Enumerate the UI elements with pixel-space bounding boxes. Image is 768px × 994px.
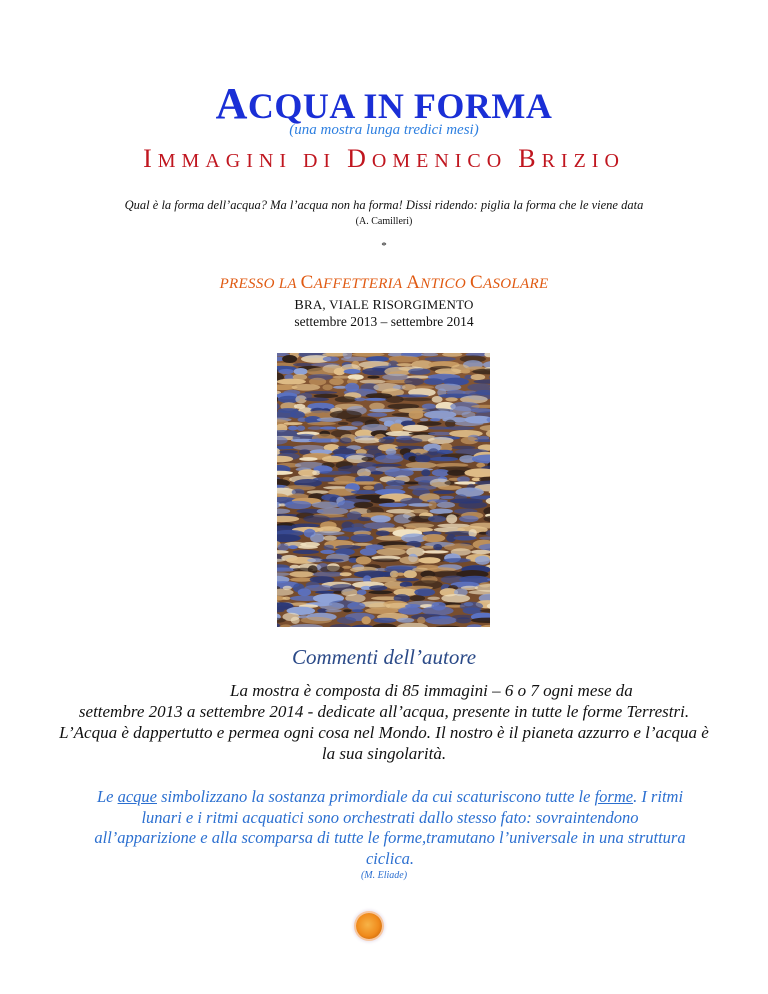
- ripple-shape: [301, 617, 332, 624]
- ripple-shape: [340, 572, 352, 576]
- ripple-shape: [312, 470, 320, 475]
- author-line: IMMAGINI DI DOMENICO BRIZIO: [143, 144, 625, 173]
- ripple-shape: [414, 588, 435, 596]
- ripple-shape: [460, 370, 470, 374]
- ripple-shape: [427, 597, 440, 600]
- ripple-shape: [285, 501, 312, 509]
- ripple-shape: [290, 411, 305, 418]
- eliade-quote: Le acque simbolizzano la sostanza primordiale da cui scaturiscono tutte le forme. I ritmi lunari e i ritmi acquatici sono orchestrati dallo stesso fato: sovraintendono all’apparizione e alla scomparsa di tutte le forme,tramutano l’universale in una struttura ciclica.: [94, 787, 686, 868]
- ripple-shape: [355, 438, 381, 444]
- ripple-shape: [360, 548, 377, 555]
- exhibition-subtitle: (una mostra lunga tredici mesi): [289, 122, 479, 138]
- ripple-shape: [351, 534, 374, 542]
- ripple-shape: [422, 550, 448, 553]
- ripple-shape: [342, 566, 351, 569]
- ripple-shape: [282, 355, 297, 363]
- ripple-shape: [421, 469, 430, 476]
- ripple-shape: [408, 368, 430, 375]
- ripple-shape: [320, 426, 336, 429]
- ripple-shape: [425, 357, 456, 362]
- ripple-shape: [310, 534, 324, 543]
- ripple-shape: [437, 502, 455, 508]
- ripple-shape: [299, 457, 318, 461]
- ripple-shape: [314, 394, 339, 398]
- ripple-shape: [471, 374, 486, 380]
- camilleri-quote: Qual è la forma dell’acqua? Ma l’acqua non ha forma! Dissi ridendo: piglia la forma che le viene data: [124, 198, 644, 212]
- ripple-shape: [371, 515, 391, 522]
- ripple-shape: [428, 432, 453, 436]
- ripple-shape: [292, 384, 321, 391]
- ripple-shape: [293, 550, 320, 554]
- comments-heading: Commenti dell’autore: [291, 645, 477, 669]
- ripple-shape: [400, 398, 433, 402]
- ripple-shape: [376, 536, 405, 541]
- ripple-shape: [428, 501, 436, 510]
- ripple-shape: [364, 398, 387, 401]
- ripple-shape: [406, 462, 437, 469]
- ripple-shape: [379, 437, 395, 443]
- ripple-shape: [418, 557, 440, 563]
- ripple-shape: [430, 509, 453, 514]
- camilleri-credit: (A. Camilleri): [355, 216, 413, 227]
- ripple-shape: [454, 481, 478, 484]
- ripple-shape: [420, 418, 429, 421]
- ripple-shape: [374, 618, 397, 623]
- ripple-shape: [315, 591, 336, 594]
- ripple-shape: [335, 396, 357, 402]
- eliade-credit: (M. Eliade): [360, 870, 408, 881]
- ripple-shape: [422, 534, 445, 542]
- ripple-shape: [362, 616, 371, 624]
- separator-asterisk: *: [381, 240, 387, 252]
- ripple-shape: [458, 501, 487, 508]
- ripple-shape: [447, 470, 466, 476]
- ripple-shape: [368, 591, 392, 595]
- ripple-shape: [340, 437, 352, 443]
- ripple-shape: [400, 556, 421, 564]
- ripple-shape: [297, 426, 306, 431]
- ripple-shape: [319, 471, 351, 475]
- ripple-shape: [363, 486, 374, 490]
- ripple-shape: [373, 559, 399, 563]
- ripple-shape: [337, 501, 356, 510]
- ripple-shape: [337, 426, 358, 430]
- ripple-shape: [341, 357, 368, 362]
- ripple-shape: [443, 558, 471, 562]
- ripple-shape: [323, 356, 339, 361]
- ripple-shape: [410, 595, 425, 601]
- ripple-shape: [336, 536, 349, 540]
- ripple-shape: [338, 422, 349, 425]
- ripple-shape: [375, 455, 404, 463]
- venue-line: PRESSO LA CAFFETTERIA ANTICO CASOLARE: [219, 272, 549, 293]
- ripple-shape: [352, 609, 364, 612]
- water-reflection-photo: [277, 353, 490, 627]
- ripple-shape: [293, 363, 314, 366]
- ripple-shape: [435, 368, 462, 374]
- ripple-shape: [290, 577, 313, 581]
- ripple-shape: [324, 545, 334, 550]
- ripple-shape: [382, 374, 410, 381]
- ripple-shape: [291, 617, 300, 624]
- ripple-shape: [397, 618, 414, 623]
- ripple-shape: [351, 421, 363, 426]
- ripple-shape: [288, 426, 298, 431]
- ripple-shape: [367, 413, 387, 417]
- ripple-shape: [317, 508, 349, 515]
- ripple-shape: [360, 380, 386, 384]
- ripple-shape: [376, 530, 390, 536]
- ripple-shape: [328, 517, 351, 520]
- ripple-shape: [425, 616, 457, 624]
- ripple-shape: [351, 490, 379, 494]
- ripple-shape: [459, 516, 479, 523]
- ripple-shape: [432, 469, 450, 476]
- ripple-shape: [305, 398, 329, 402]
- ripple-shape: [354, 398, 365, 402]
- ripple-shape: [371, 471, 384, 475]
- exhibition-dates: settembre 2013 – settembre 2014: [294, 314, 474, 329]
- ripple-shape: [322, 384, 332, 390]
- ripple-shape: [317, 418, 342, 422]
- ripple-shape: [396, 573, 405, 576]
- ripple-shape: [438, 486, 462, 490]
- ripple-shape: [455, 421, 484, 426]
- ripple-shape: [337, 617, 356, 624]
- ripple-shape: [283, 597, 291, 600]
- orange-orb-icon: [356, 913, 382, 939]
- ripple-shape: [454, 536, 477, 541]
- ripple-shape: [284, 422, 303, 425]
- ripple-shape: [444, 426, 475, 430]
- ripple-shape: [329, 378, 344, 385]
- ripple-shape: [288, 545, 298, 549]
- ripple-shape: [404, 482, 419, 485]
- ripple-shape: [320, 559, 344, 562]
- ripple-shape: [312, 502, 341, 509]
- exhibition-title: ACQUA IN FORMA: [215, 79, 553, 128]
- ripple-shape: [323, 536, 337, 541]
- ripple-shape: [397, 363, 413, 366]
- ripple-shape: [347, 602, 365, 610]
- ripple-shape: [417, 617, 425, 624]
- ripple-shape: [356, 556, 372, 564]
- ripple-shape: [369, 585, 387, 590]
- ripple-shape: [415, 455, 431, 463]
- ripple-shape: [430, 418, 441, 421]
- ripple-shape: [445, 397, 457, 401]
- ripple-shape: [398, 607, 422, 615]
- ripple-shape: [456, 617, 472, 623]
- ripple-shape: [322, 456, 344, 462]
- ripple-shape: [430, 457, 458, 462]
- ripple-shape: [369, 409, 395, 412]
- water-reflection-image: [277, 353, 490, 627]
- ripple-shape: [278, 543, 289, 551]
- ripple-shape: [358, 517, 372, 521]
- ripple-shape: [428, 437, 454, 444]
- ripple-shape: [372, 464, 402, 467]
- ripple-shape: [402, 425, 428, 432]
- ripple-shape: [277, 379, 306, 385]
- ripple-shape: [433, 544, 442, 550]
- ripple-shape: [377, 548, 407, 555]
- ripple-shape: [279, 369, 294, 374]
- ripple-shape: [396, 438, 423, 444]
- author-comment-paragraph: La mostra è composta di 85 immagini – 6 o 7 ogni mese da settembre 2013 a settembre 2014 - dedicate all’acqua, presente in tutte le forme Terrestri. L’Acqua è dappertutto e permea ogni cosa nel Mondo. Il nostro è il pianeta azzurro e l’acqua è la sua singolarità.: [59, 681, 709, 763]
- ripple-shape: [396, 578, 419, 581]
- ripple-shape: [432, 396, 443, 403]
- ripple-shape: [475, 556, 490, 565]
- ripple-shape: [298, 546, 318, 549]
- ripple-shape: [379, 503, 408, 507]
- ripple-shape: [307, 422, 336, 425]
- ripple-shape: [433, 490, 455, 494]
- ripple-shape: [343, 609, 351, 612]
- ripple-shape: [331, 438, 340, 442]
- ripple-shape: [334, 368, 345, 376]
- ripple-shape: [320, 550, 335, 554]
- ripple-shape: [404, 570, 417, 578]
- ripple-shape: [428, 516, 446, 523]
- ripple-shape: [298, 588, 311, 596]
- ripple-shape: [289, 571, 314, 577]
- ripple-shape: [344, 369, 361, 374]
- ripple-shape: [409, 410, 424, 419]
- ripple-shape: [441, 594, 470, 603]
- ripple-shape: [367, 376, 379, 379]
- ripple-shape: [361, 457, 373, 461]
- ripple-shape: [354, 502, 374, 508]
- venue-address: BRA, VIALE RISORGIMENTO: [294, 297, 474, 313]
- ripple-shape: [440, 496, 454, 499]
- ripple-shape: [424, 378, 444, 385]
- ripple-shape: [446, 514, 457, 523]
- ripple-shape: [325, 609, 342, 612]
